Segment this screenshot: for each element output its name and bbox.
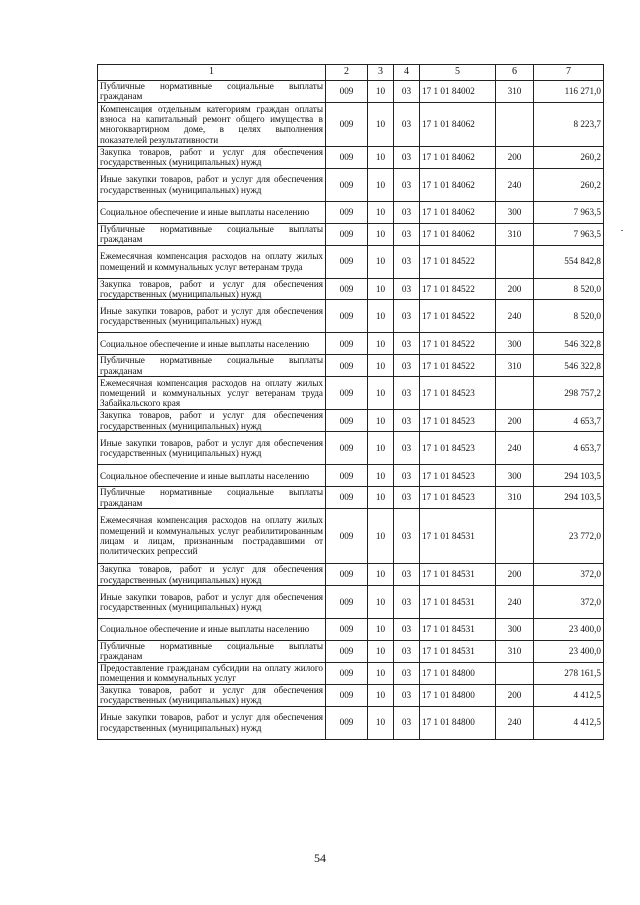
table-row xyxy=(98,102,604,146)
row-gr: 009 xyxy=(326,465,368,487)
row-name: Публичные нормативные социальные выплаты гражданам xyxy=(98,487,326,509)
row-vr: 310 xyxy=(496,355,534,377)
row-amount: 546 322,8 xyxy=(534,355,604,377)
table-row xyxy=(98,300,604,333)
row-pr: 03 xyxy=(394,684,420,706)
row-csr: 17 1 01 84523 xyxy=(420,487,496,509)
row-pr: 03 xyxy=(394,377,420,410)
row-amount: 4 653,7 xyxy=(534,432,604,465)
row-name: Иные закупки товаров, работ и услуг для обеспечения государственных (муниципальных) нужд xyxy=(98,586,326,619)
row-amount: 4 412,5 xyxy=(534,706,604,739)
row-pr: 03 xyxy=(394,102,420,146)
row-gr: 009 xyxy=(326,684,368,706)
row-pr: 03 xyxy=(394,662,420,684)
row-gr: 009 xyxy=(326,146,368,168)
row-vr: 240 xyxy=(496,300,534,333)
row-csr: 17 1 01 84062 xyxy=(420,223,496,245)
table-row xyxy=(98,168,604,201)
row-name: Ежемесячная компенсация расходов на оплату жилых помещений и коммунальных услуг ветеранам труда Забайкальского края xyxy=(98,377,326,410)
row-csr: 17 1 01 84800 xyxy=(420,706,496,739)
row-pr: 03 xyxy=(394,641,420,663)
row-rz: 10 xyxy=(368,410,394,432)
row-vr: 240 xyxy=(496,168,534,201)
row-gr: 009 xyxy=(326,245,368,278)
table-row xyxy=(98,410,604,432)
table-row xyxy=(98,201,604,223)
row-gr: 009 xyxy=(326,355,368,377)
table-row xyxy=(98,278,604,300)
row-gr: 009 xyxy=(326,641,368,663)
row-pr: 03 xyxy=(394,245,420,278)
row-vr: 310 xyxy=(496,641,534,663)
row-vr: 310 xyxy=(496,223,534,245)
row-csr: 17 1 01 84523 xyxy=(420,410,496,432)
row-pr: 03 xyxy=(394,300,420,333)
row-csr: 17 1 01 84002 xyxy=(420,81,496,103)
row-amount: 372,0 xyxy=(534,564,604,586)
row-csr: 17 1 01 84531 xyxy=(420,564,496,586)
row-name: Иные закупки товаров, работ и услуг для обеспечения государственных (муниципальных) нужд xyxy=(98,300,326,333)
page-number: 54 xyxy=(314,851,326,865)
row-gr: 009 xyxy=(326,487,368,509)
row-rz: 10 xyxy=(368,619,394,641)
row-pr: 03 xyxy=(394,355,420,377)
row-pr: 03 xyxy=(394,410,420,432)
table-row xyxy=(98,586,604,619)
row-rz: 10 xyxy=(368,168,394,201)
row-rz: 10 xyxy=(368,487,394,509)
row-amount: 8 520,0 xyxy=(534,278,604,300)
row-amount: 4 653,7 xyxy=(534,410,604,432)
table-row xyxy=(98,223,604,245)
row-rz: 10 xyxy=(368,662,394,684)
row-gr: 009 xyxy=(326,377,368,410)
row-vr: 200 xyxy=(496,410,534,432)
row-rz: 10 xyxy=(368,684,394,706)
row-pr: 03 xyxy=(394,706,420,739)
row-amount: 8 223,7 xyxy=(534,102,604,146)
row-gr: 009 xyxy=(326,201,368,223)
row-pr: 03 xyxy=(394,201,420,223)
row-name: Ежемесячная компенсация расходов на оплату жилых помещений и коммунальных услуг ветеранам труда xyxy=(98,245,326,278)
table-row xyxy=(98,333,604,355)
row-vr: 310 xyxy=(496,487,534,509)
row-pr: 03 xyxy=(394,564,420,586)
row-name: Закупка товаров, работ и услуг для обеспечения государственных (муниципальных) нужд xyxy=(98,146,326,168)
row-rz: 10 xyxy=(368,377,394,410)
row-amount: 8 520,0 xyxy=(534,300,604,333)
row-name: Закупка товаров, работ и услуг для обеспечения государственных (муниципальных) нужд xyxy=(98,278,326,300)
table-row xyxy=(98,377,604,410)
row-amount: 294 103,5 xyxy=(534,487,604,509)
row-name: Иные закупки товаров, работ и услуг для обеспечения государственных (муниципальных) нужд xyxy=(98,432,326,465)
row-csr: 17 1 01 84062 xyxy=(420,102,496,146)
table-row xyxy=(98,432,604,465)
row-gr: 009 xyxy=(326,102,368,146)
row-vr: 200 xyxy=(496,564,534,586)
row-gr: 009 xyxy=(326,586,368,619)
table-header-row xyxy=(98,65,604,81)
row-name: Компенсация отдельным категориям граждан оплаты взноса на капитальный ремонт общего имущества в многоквартирном доме, в целях выполнения показателей результативности xyxy=(98,102,326,146)
row-vr xyxy=(496,377,534,410)
row-csr: 17 1 01 84523 xyxy=(420,465,496,487)
table-row xyxy=(98,487,604,509)
row-amount: 260,2 xyxy=(534,168,604,201)
row-vr xyxy=(496,102,534,146)
row-gr: 009 xyxy=(326,564,368,586)
row-rz: 10 xyxy=(368,245,394,278)
column-header: 3 xyxy=(368,65,394,81)
row-amount: 260,2 xyxy=(534,146,604,168)
row-vr xyxy=(496,662,534,684)
budget-table xyxy=(97,64,604,740)
row-gr: 009 xyxy=(326,706,368,739)
row-pr: 03 xyxy=(394,146,420,168)
table-row xyxy=(98,619,604,641)
row-name: Иные закупки товаров, работ и услуг для обеспечения государственных (муниципальных) нужд xyxy=(98,706,326,739)
row-pr: 03 xyxy=(394,81,420,103)
row-pr: 03 xyxy=(394,333,420,355)
row-csr: 17 1 01 84531 xyxy=(420,586,496,619)
row-csr: 17 1 01 84523 xyxy=(420,432,496,465)
row-amount: 372,0 xyxy=(534,586,604,619)
row-csr: 17 1 01 84062 xyxy=(420,201,496,223)
row-pr: 03 xyxy=(394,619,420,641)
table-row xyxy=(98,684,604,706)
table-row xyxy=(98,564,604,586)
row-rz: 10 xyxy=(368,201,394,223)
scan-speck xyxy=(621,230,623,231)
row-rz: 10 xyxy=(368,333,394,355)
row-csr: 17 1 01 84800 xyxy=(420,684,496,706)
row-vr: 300 xyxy=(496,465,534,487)
row-name: Закупка товаров, работ и услуг для обеспечения государственных (муниципальных) нужд xyxy=(98,684,326,706)
row-vr: 310 xyxy=(496,81,534,103)
row-name: Публичные нормативные социальные выплаты гражданам xyxy=(98,355,326,377)
row-gr: 009 xyxy=(326,168,368,201)
row-csr: 17 1 01 84531 xyxy=(420,641,496,663)
row-amount: 298 757,2 xyxy=(534,377,604,410)
table-row xyxy=(98,245,604,278)
row-gr: 009 xyxy=(326,278,368,300)
row-gr: 009 xyxy=(326,81,368,103)
row-name: Иные закупки товаров, работ и услуг для обеспечения государственных (муниципальных) нужд xyxy=(98,168,326,201)
row-pr: 03 xyxy=(394,465,420,487)
row-vr xyxy=(496,509,534,564)
row-name: Закупка товаров, работ и услуг для обеспечения государственных (муниципальных) нужд xyxy=(98,564,326,586)
row-amount: 23 772,0 xyxy=(534,509,604,564)
row-gr: 009 xyxy=(326,333,368,355)
row-name: Публичные нормативные социальные выплаты гражданам xyxy=(98,641,326,663)
row-gr: 009 xyxy=(326,410,368,432)
row-csr: 17 1 01 84062 xyxy=(420,168,496,201)
row-pr: 03 xyxy=(394,223,420,245)
row-rz: 10 xyxy=(368,223,394,245)
row-pr: 03 xyxy=(394,509,420,564)
row-vr: 300 xyxy=(496,201,534,223)
row-gr: 009 xyxy=(326,662,368,684)
row-vr: 200 xyxy=(496,684,534,706)
row-rz: 10 xyxy=(368,432,394,465)
row-vr xyxy=(496,245,534,278)
row-rz: 10 xyxy=(368,465,394,487)
row-rz: 10 xyxy=(368,586,394,619)
row-pr: 03 xyxy=(394,278,420,300)
row-rz: 10 xyxy=(368,102,394,146)
row-csr: 17 1 01 84522 xyxy=(420,333,496,355)
row-rz: 10 xyxy=(368,564,394,586)
row-vr: 200 xyxy=(496,278,534,300)
row-gr: 009 xyxy=(326,619,368,641)
row-pr: 03 xyxy=(394,586,420,619)
column-header: 2 xyxy=(326,65,368,81)
row-amount: 554 842,8 xyxy=(534,245,604,278)
row-rz: 10 xyxy=(368,641,394,663)
row-amount: 7 963,5 xyxy=(534,223,604,245)
table-row xyxy=(98,355,604,377)
row-name: Публичные нормативные социальные выплаты гражданам xyxy=(98,223,326,245)
row-gr: 009 xyxy=(326,300,368,333)
row-csr: 17 1 01 84531 xyxy=(420,619,496,641)
row-amount: 294 103,5 xyxy=(534,465,604,487)
table-row xyxy=(98,81,604,103)
row-csr: 17 1 01 84523 xyxy=(420,377,496,410)
row-rz: 10 xyxy=(368,300,394,333)
row-gr: 009 xyxy=(326,509,368,564)
column-header: 6 xyxy=(496,65,534,81)
row-csr: 17 1 01 84522 xyxy=(420,245,496,278)
row-name: Ежемесячная компенсация расходов на оплату жилых помещений и коммунальных услуг реабилитированным лицам и лицам, признанным пострадавшими от политических репрессий xyxy=(98,509,326,564)
row-rz: 10 xyxy=(368,706,394,739)
row-amount: 23 400,0 xyxy=(534,641,604,663)
row-name: Публичные нормативные социальные выплаты гражданам xyxy=(98,81,326,103)
row-amount: 4 412,5 xyxy=(534,684,604,706)
row-rz: 10 xyxy=(368,278,394,300)
row-name: Социальное обеспечение и иные выплаты населению xyxy=(98,465,326,487)
row-amount: 278 161,5 xyxy=(534,662,604,684)
row-csr: 17 1 01 84522 xyxy=(420,355,496,377)
row-amount: 23 400,0 xyxy=(534,619,604,641)
column-header: 1 xyxy=(98,65,326,81)
row-vr: 240 xyxy=(496,586,534,619)
table-row xyxy=(98,465,604,487)
row-pr: 03 xyxy=(394,168,420,201)
table-row xyxy=(98,641,604,663)
column-header: 5 xyxy=(420,65,496,81)
row-csr: 17 1 01 84800 xyxy=(420,662,496,684)
row-rz: 10 xyxy=(368,146,394,168)
row-pr: 03 xyxy=(394,432,420,465)
row-vr: 240 xyxy=(496,432,534,465)
row-rz: 10 xyxy=(368,355,394,377)
table-row xyxy=(98,662,604,684)
row-pr: 03 xyxy=(394,487,420,509)
row-vr: 300 xyxy=(496,619,534,641)
row-amount: 546 322,8 xyxy=(534,333,604,355)
row-name: Социальное обеспечение и иные выплаты населению xyxy=(98,619,326,641)
row-vr: 300 xyxy=(496,333,534,355)
row-amount: 116 271,0 xyxy=(534,81,604,103)
row-amount: 7 963,5 xyxy=(534,201,604,223)
table-row xyxy=(98,509,604,564)
row-csr: 17 1 01 84522 xyxy=(420,278,496,300)
row-csr: 17 1 01 84062 xyxy=(420,146,496,168)
row-csr: 17 1 01 84531 xyxy=(420,509,496,564)
row-csr: 17 1 01 84522 xyxy=(420,300,496,333)
row-gr: 009 xyxy=(326,432,368,465)
table-row xyxy=(98,706,604,739)
row-name: Предоставление гражданам субсидии на оплату жилого помещения и коммунальных услуг xyxy=(98,662,326,684)
column-header: 7 xyxy=(534,65,604,81)
row-name: Закупка товаров, работ и услуг для обеспечения государственных (муниципальных) нужд xyxy=(98,410,326,432)
row-rz: 10 xyxy=(368,509,394,564)
column-header: 4 xyxy=(394,65,420,81)
row-gr: 009 xyxy=(326,223,368,245)
row-name: Социальное обеспечение и иные выплаты населению xyxy=(98,333,326,355)
row-name: Социальное обеспечение и иные выплаты населению xyxy=(98,201,326,223)
row-vr: 240 xyxy=(496,706,534,739)
row-vr: 200 xyxy=(496,146,534,168)
table-row xyxy=(98,146,604,168)
row-rz: 10 xyxy=(368,81,394,103)
